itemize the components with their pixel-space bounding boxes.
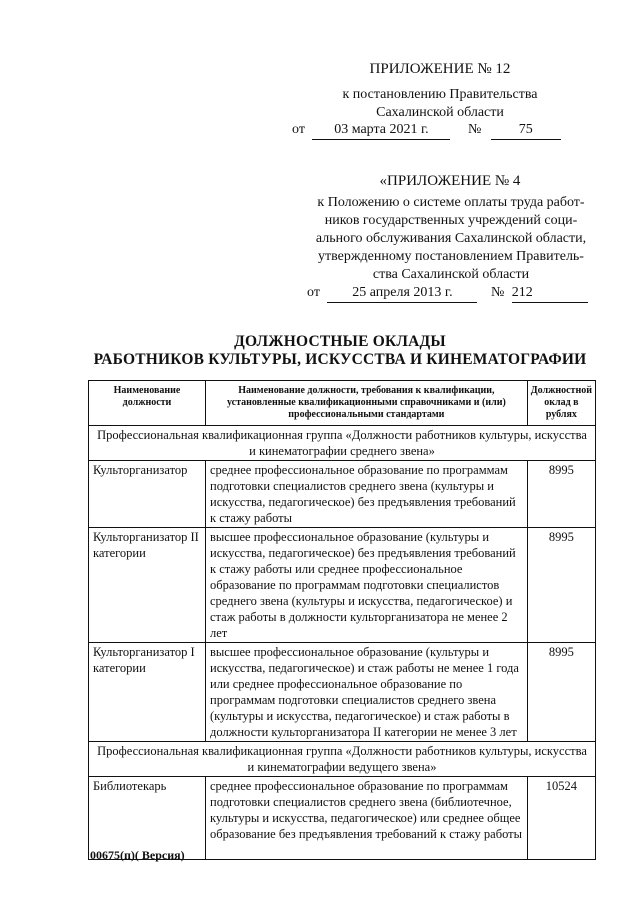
table-row — [89, 643, 596, 742]
appendix-4-num-label: № — [490, 285, 505, 300]
appendix-4-from-label: от — [307, 285, 320, 300]
position-requirements: среднее профессиональное образование по программам подготовки специалистов среднего звена (библиотечное, культуры и искусства, педагогическое) или среднее общее образование без предъявления требований к стажу работы — [206, 777, 528, 860]
appendix-12-date-line — [292, 121, 592, 140]
position-requirements: среднее профессиональное образование по программам подготовки специалистов среднего звена (культуры и искусства, педагогическое) без предъявления требований к стажу работы — [206, 461, 528, 528]
appendix-12-line1: к постановлению Правительства — [342, 87, 538, 102]
table-row — [89, 461, 596, 528]
appendix-4-line: ального обслуживания Сахалинской области, — [315, 231, 587, 246]
position-name: Библиотекарь — [89, 777, 206, 860]
header-salary: Должностной оклад в рублях — [527, 381, 595, 426]
table-row — [89, 528, 596, 643]
table-header-row — [89, 381, 596, 426]
appendix-4-body — [296, 194, 606, 284]
position-salary: 10524 — [527, 777, 595, 860]
appendix-4-title: «ПРИЛОЖЕНИЕ № 4 — [379, 173, 521, 189]
appendix-4-line: утвержденному постановлением Правитель- — [318, 249, 584, 264]
position-salary: 8995 — [527, 643, 595, 742]
salary-table — [88, 380, 596, 860]
position-salary: 8995 — [527, 528, 595, 643]
page-title-line2: РАБОТНИКОВ КУЛЬТУРЫ, ИСКУССТВА И КИНЕМАТОГРАФИИ — [93, 351, 587, 368]
appendix-4-line: ства Сахалинской области — [372, 267, 530, 282]
position-requirements: высшее профессиональное образование (культуры и искусства, педагогическое) без предъявления требований к стажу работы или среднее профессиональное образование по программам подготовки специалистов среднего звена (культуры и искусства, педагогическое) и стаж работы в должности культорганизатора не менее 2 лет — [206, 528, 528, 643]
header-position: Наименование должности — [89, 381, 206, 426]
document-code: 00675(п)( Версия) — [90, 848, 185, 862]
appendix-12-from-label: от — [292, 122, 305, 137]
appendix-12-line2: Сахалинской области — [376, 105, 504, 120]
appendix-12-title: ПРИЛОЖЕНИЕ № 12 — [369, 61, 511, 77]
position-salary: 8995 — [527, 461, 595, 528]
position-name: Культорганизатор II категории — [89, 528, 206, 643]
appendix-12-num-label: № — [467, 122, 482, 137]
appendix-4-date-line — [307, 284, 607, 303]
position-name: Культорганизатор I категории — [89, 643, 206, 742]
appendix-12-number: 75 — [491, 121, 561, 140]
group-row — [89, 742, 596, 777]
group-row — [89, 426, 596, 461]
position-name: Культорганизатор — [89, 461, 206, 528]
appendix-4-date: 25 апреля 2013 г. — [327, 284, 477, 303]
group-title: Профессиональная квалификационная группа «Должности работников культуры, искусства и кинематографии ведущего звена» — [89, 742, 596, 777]
position-requirements: высшее профессиональное образование (культуры и искусства, педагогическое) и стаж работы не менее 1 года или среднее профессиональное образование по программам подготовки специалистов среднего звена (культуры и искусства, педагогическое) и стаж работы в должности культорганизатора II категории не менее 3 лет — [206, 643, 528, 742]
page-title-line1: ДОЛЖНОСТНЫЕ ОКЛАДЫ — [234, 333, 446, 350]
group-title: Профессиональная квалификационная группа «Должности работников культуры, искусства и кинематографии среднего звена» — [89, 426, 596, 461]
appendix-4-line: к Положению о системе оплаты труда работ- — [317, 195, 585, 210]
appendix-4-line: ников государственных учреждений соци- — [324, 213, 578, 228]
appendix-12-date: 03 марта 2021 г. — [312, 121, 450, 140]
appendix-4-number: 212 — [512, 284, 588, 303]
header-requirements: Наименование должности, требования к квалификации, установленные квалификационными справочниками и (или) профессиональными стандартами — [206, 381, 528, 426]
